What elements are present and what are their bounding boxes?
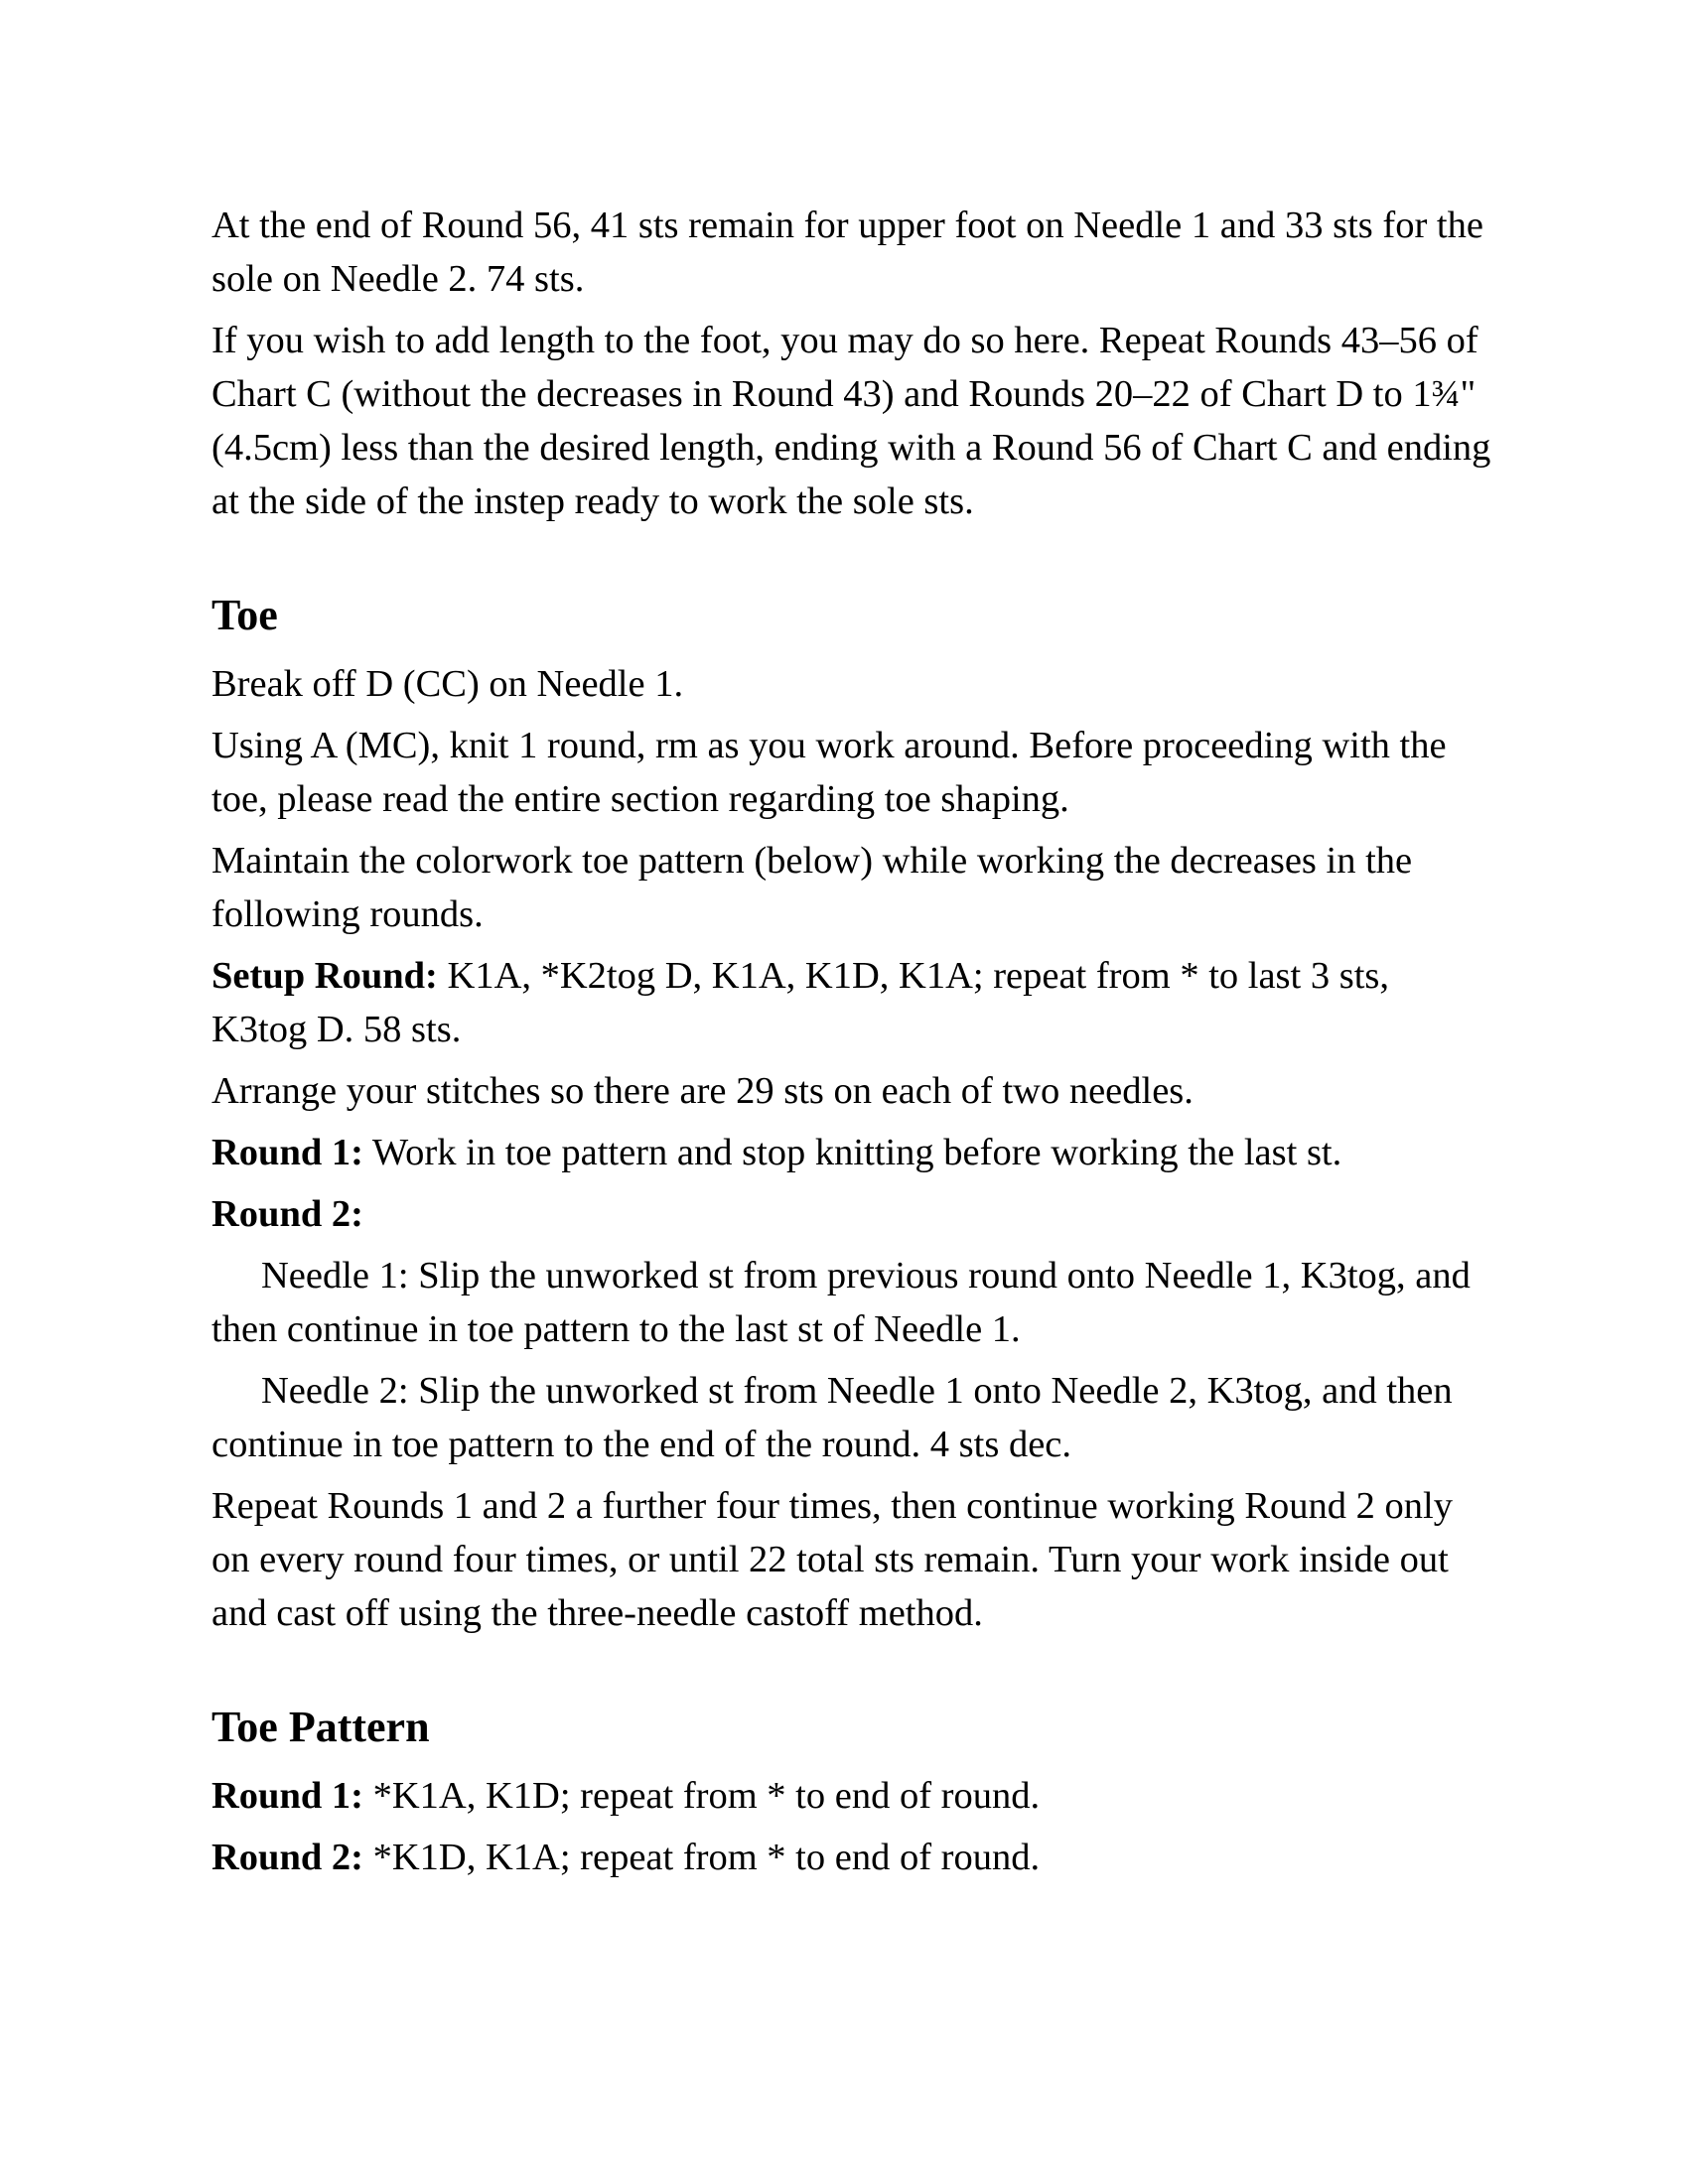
toe-round-2 [211, 1187, 1492, 1241]
toe-pattern-round-2-label: Round 2: [211, 1837, 363, 1878]
intro-paragraph-1: At the end of Round 56, 41 sts remain for upper foot on Needle 1 and 33 sts for the sole on Needle 2. 74 sts. [211, 205, 1483, 300]
toe-round-1-text: Work in toe pattern and stop knitting before working the last st. [363, 1132, 1342, 1173]
needle-1-instruction: Needle 1: Slip the unworked st from previous round onto Needle 1, K3tog, and then continue in toe pattern to the last st of Needle 1. [211, 1255, 1471, 1350]
toe-pattern-round-1-label: Round 1: [211, 1775, 363, 1817]
toe-paragraph-5: Repeat Rounds 1 and 2 a further four times, then continue working Round 2 only on every round four times, or until 22 total sts remain. Turn your work inside out and cast off using the three-needle castoff method. [211, 1485, 1453, 1634]
toe-pattern-round-2 [211, 1831, 1492, 1884]
toe-pattern-round-1-text: *K1A, K1D; repeat from * to end of round. [363, 1775, 1041, 1817]
needle-2-instruction: Needle 2: Slip the unworked st from Needle 1 onto Needle 2, K3tog, and then continue in toe pattern to the end of the round. 4 sts dec. [211, 1370, 1453, 1465]
toe-paragraph-1: Break off D (CC) on Needle 1. [211, 663, 684, 705]
toe-pattern-round-1 [211, 1769, 1492, 1823]
toe-paragraph-2: Using A (MC), knit 1 round, rm as you work around. Before proceeding with the toe, please read the entire section regarding toe shaping. [211, 725, 1447, 820]
toe-round-1 [211, 1126, 1492, 1179]
setup-round-label: Setup Round: [211, 955, 438, 997]
toe-round-1-label: Round 1: [211, 1132, 363, 1173]
intro-paragraph-2: If you wish to add length to the foot, you may do so here. Repeat Rounds 43–56 of Chart C (without the decreases in Round 43) and Rounds 20–22 of Chart D to 1¾" (4.5cm) less than the desired length, ending with a Round 56 of Chart C and ending at the side of the instep ready to work the sole sts. [211, 320, 1491, 522]
toe-paragraph-3: Maintain the colorwork toe pattern (below) while working the decreases in the following rounds. [211, 840, 1413, 935]
toe-round-2-label: Round 2: [211, 1193, 363, 1235]
toe-heading: Toe [211, 591, 278, 639]
toe-paragraph-4: Arrange your stitches so there are 29 sts on each of two needles. [211, 1070, 1194, 1112]
document-content [211, 199, 1492, 1892]
setup-round-text: K1A, *K2tog D, K1A, K1D, K1A; repeat from * to last 3 sts, K3tog D. 58 sts. [211, 955, 1390, 1050]
setup-round [211, 949, 1492, 1056]
toe-pattern-heading: Toe Pattern [211, 1703, 430, 1751]
toe-pattern-round-2-text: *K1D, K1A; repeat from * to end of round. [363, 1837, 1041, 1878]
